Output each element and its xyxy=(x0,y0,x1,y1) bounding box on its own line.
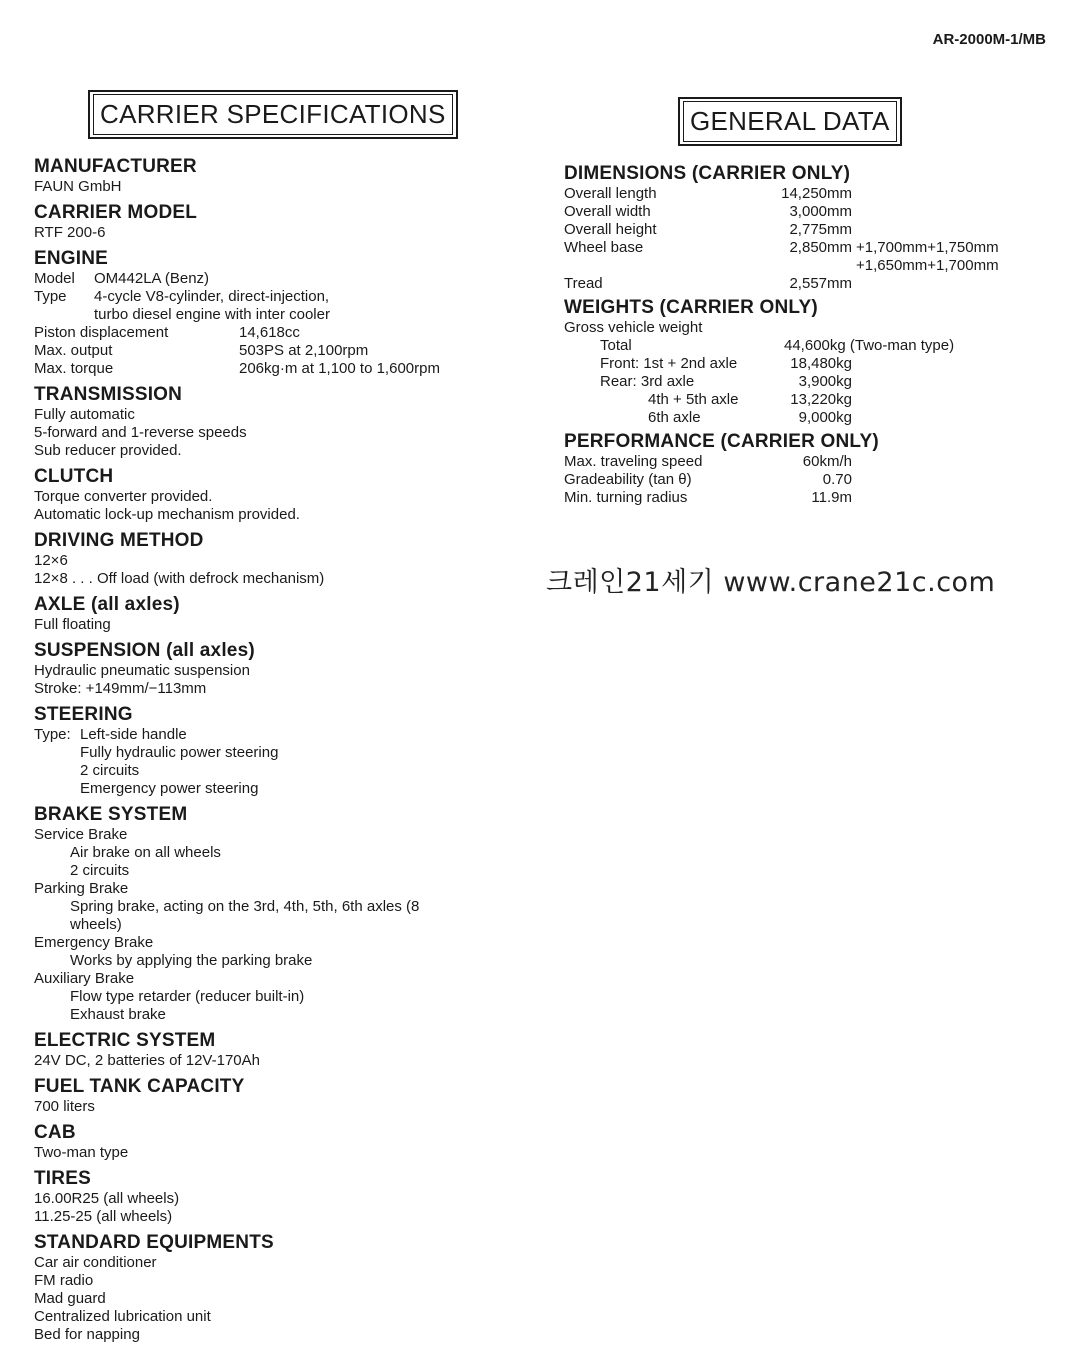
spec-line: 2 circuits xyxy=(80,762,140,779)
spec-value: 60km/h xyxy=(802,453,852,470)
front-axle-row xyxy=(564,355,1044,373)
spec-line: 12×8 . . . Off load (with defrock mechanism) xyxy=(34,570,325,587)
section-heading: CARRIER MODEL xyxy=(34,202,198,223)
weights-section xyxy=(564,297,1044,427)
total-weight-row xyxy=(564,337,1044,355)
spec-value: 206kg·m at 1,100 to 1,600rpm xyxy=(239,360,440,377)
general-data-column xyxy=(564,163,1044,511)
gradeability-row xyxy=(564,471,1044,489)
spec-label: Parking Brake xyxy=(34,880,129,897)
speed-row xyxy=(564,453,1044,471)
driving-method-section xyxy=(34,530,494,588)
section-heading: BRAKE SYSTEM xyxy=(34,804,188,825)
transmission-section xyxy=(34,384,494,460)
spec-value: 3,900kg xyxy=(798,373,852,390)
electric-system-section xyxy=(34,1030,494,1070)
spec-value: 0.70 xyxy=(822,471,852,488)
spec-value: 14,618cc xyxy=(239,324,300,341)
spec-value: 4-cycle V8-cylinder, direct-injection, xyxy=(94,288,330,305)
spec-line: Fully automatic xyxy=(34,406,135,423)
section-heading: CLUTCH xyxy=(34,466,114,487)
spec-value: Two-man type xyxy=(34,1144,129,1161)
spec-label: 4th + 5th axle xyxy=(648,391,739,408)
tires-section xyxy=(34,1168,494,1226)
general-data-title xyxy=(678,97,902,146)
spec-line: Flow type retarder (reducer built-in) xyxy=(70,988,305,1005)
spec-line: Emergency power steering xyxy=(80,780,259,797)
spec-value: 44,600kg (Two-man type) xyxy=(784,337,955,354)
spec-label: 6th axle xyxy=(648,409,701,426)
spec-line: 16.00R25 (all wheels) xyxy=(34,1190,180,1207)
displacement-row xyxy=(34,324,494,342)
wheel-base-row-2 xyxy=(564,257,1044,275)
spec-label: Gradeability (tan θ) xyxy=(564,471,692,488)
document-code: AR-2000M-1/MB xyxy=(932,31,1046,48)
axle-section xyxy=(34,594,494,634)
spec-value: 2,557mm xyxy=(789,275,852,292)
spec-line: Stroke: +149mm/−113mm xyxy=(34,680,207,697)
spec-line: wheels) xyxy=(70,916,122,933)
spec-value: FAUN GmbH xyxy=(34,178,122,195)
spec-line: FM radio xyxy=(34,1272,94,1289)
section-heading: DRIVING METHOD xyxy=(34,530,204,551)
engine-type-row xyxy=(34,288,494,306)
section-heading: WEIGHTS (CARRIER ONLY) xyxy=(564,297,818,318)
section-heading: STEERING xyxy=(34,704,133,725)
spec-line: Fully hydraulic power steering xyxy=(80,744,279,761)
overall-height-row xyxy=(564,221,1044,239)
spec-value: 14,250mm xyxy=(781,185,852,202)
rear-axle-row xyxy=(564,373,1044,391)
spec-line: 12×6 xyxy=(34,552,68,569)
spec-value: 9,000kg xyxy=(798,409,852,426)
spec-line: Spring brake, acting on the 3rd, 4th, 5th, 6th axles (8 xyxy=(70,898,420,915)
engine-model-row xyxy=(34,270,494,288)
overall-length-row xyxy=(564,185,1044,203)
axle-45-row xyxy=(564,391,1044,409)
brake-system-section xyxy=(34,804,494,1024)
section-heading: PERFORMANCE (CARRIER ONLY) xyxy=(564,431,879,452)
spec-value: 2,850mm xyxy=(789,239,852,256)
fuel-tank-section xyxy=(34,1076,494,1116)
spec-value: RTF 200-6 xyxy=(34,224,106,241)
performance-section xyxy=(564,431,1044,507)
clutch-section xyxy=(34,466,494,524)
spec-value: 700 liters xyxy=(34,1098,95,1115)
turning-radius-row xyxy=(564,489,1044,507)
spec-value: 24V DC, 2 batteries of 12V-170Ah xyxy=(34,1052,260,1069)
section-heading: CAB xyxy=(34,1122,76,1143)
section-heading: AXLE (all axles) xyxy=(34,594,180,615)
spec-value: 3,000mm xyxy=(789,203,852,220)
section-heading: MANUFACTURER xyxy=(34,156,197,177)
spec-label: Overall height xyxy=(564,221,657,238)
spec-label: Emergency Brake xyxy=(34,934,154,951)
spec-line: Hydraulic pneumatic suspension xyxy=(34,662,250,679)
suspension-section xyxy=(34,640,494,698)
spec-label: Piston displacement xyxy=(34,324,169,341)
spec-value: +1,650mm+1,700mm xyxy=(856,257,999,274)
carrier-model-section xyxy=(34,202,494,242)
wheel-base-row xyxy=(564,239,1044,257)
gross-weight-row xyxy=(564,319,1044,337)
spec-label: Gross vehicle weight xyxy=(564,319,703,336)
manufacturer-section xyxy=(34,156,494,196)
section-heading: ELECTRIC SYSTEM xyxy=(34,1030,216,1051)
engine-type-row-2 xyxy=(34,306,494,324)
spec-line: Car air conditioner xyxy=(34,1254,157,1271)
spec-label: Tread xyxy=(564,275,603,292)
steering-type-row xyxy=(34,726,494,744)
spec-line: Sub reducer provided. xyxy=(34,442,182,459)
spec-value: 2,775mm xyxy=(789,221,852,238)
section-heading: TRANSMISSION xyxy=(34,384,183,405)
spec-label: Service Brake xyxy=(34,826,128,843)
dimensions-section xyxy=(564,163,1044,293)
spec-value: 11.9m xyxy=(811,489,852,506)
spec-value: turbo diesel engine with inter cooler xyxy=(94,306,330,323)
spec-label: Min. turning radius xyxy=(564,489,688,506)
steering-section xyxy=(34,704,494,798)
spec-value: 18,480kg xyxy=(790,355,852,372)
overall-width-row xyxy=(564,203,1044,221)
watermark-text: 크레인21세기 www.crane21c.com xyxy=(546,567,996,598)
carrier-specifications-column xyxy=(34,156,494,1350)
section-heading: FUEL TANK CAPACITY xyxy=(34,1076,245,1097)
section-heading: ENGINE xyxy=(34,248,109,269)
spec-label: Max. traveling speed xyxy=(564,453,703,470)
spec-line: Works by applying the parking brake xyxy=(70,952,313,969)
torque-row xyxy=(34,360,494,378)
general-title-text: GENERAL DATA xyxy=(683,101,897,142)
output-row xyxy=(34,342,494,360)
spec-label: Wheel base xyxy=(564,239,644,256)
spec-label: Model xyxy=(34,270,75,287)
engine-section xyxy=(34,248,494,378)
spec-line: Exhaust brake xyxy=(70,1006,166,1023)
spec-line: Air brake on all wheels xyxy=(70,844,221,861)
spec-value: Full floating xyxy=(34,616,111,633)
section-heading: DIMENSIONS (CARRIER ONLY) xyxy=(564,163,851,184)
spec-line: 2 circuits xyxy=(70,862,130,879)
spec-label: Max. output xyxy=(34,342,113,359)
spec-line: Mad guard xyxy=(34,1290,106,1307)
section-heading: STANDARD EQUIPMENTS xyxy=(34,1232,274,1253)
spec-value: +1,700mm+1,750mm xyxy=(856,239,999,256)
spec-label: Overall width xyxy=(564,203,651,220)
spec-line: Torque converter provided. xyxy=(34,488,213,505)
cab-section xyxy=(34,1122,494,1162)
spec-value: 503PS at 2,100rpm xyxy=(239,342,369,359)
spec-label: Total xyxy=(600,337,632,354)
spec-line: Automatic lock-up mechanism provided. xyxy=(34,506,300,523)
spec-line: 5-forward and 1-reverse speeds xyxy=(34,424,247,441)
section-heading: TIRES xyxy=(34,1168,91,1189)
axle-6-row xyxy=(564,409,1044,427)
spec-value: Left-side handle xyxy=(80,726,187,743)
spec-label: Rear: 3rd axle xyxy=(600,373,695,390)
spec-label: Type xyxy=(34,288,67,305)
spec-line: 11.25-25 (all wheels) xyxy=(34,1208,173,1225)
spec-value: OM442LA (Benz) xyxy=(94,270,210,287)
spec-label: Front: 1st + 2nd axle xyxy=(600,355,738,372)
tread-row xyxy=(564,275,1044,293)
standard-equipments-section xyxy=(34,1232,494,1344)
spec-label: Type: xyxy=(34,726,71,743)
spec-label: Auxiliary Brake xyxy=(34,970,135,987)
spec-label: Max. torque xyxy=(34,360,114,377)
spec-value: 13,220kg xyxy=(790,391,852,408)
carrier-specifications-title xyxy=(88,90,458,139)
section-heading: SUSPENSION (all axles) xyxy=(34,640,255,661)
spec-label: Overall length xyxy=(564,185,657,202)
spec-line: Centralized lubrication unit xyxy=(34,1308,211,1325)
carrier-title-text: CARRIER SPECIFICATIONS xyxy=(93,94,453,135)
spec-line: Bed for napping xyxy=(34,1326,140,1343)
